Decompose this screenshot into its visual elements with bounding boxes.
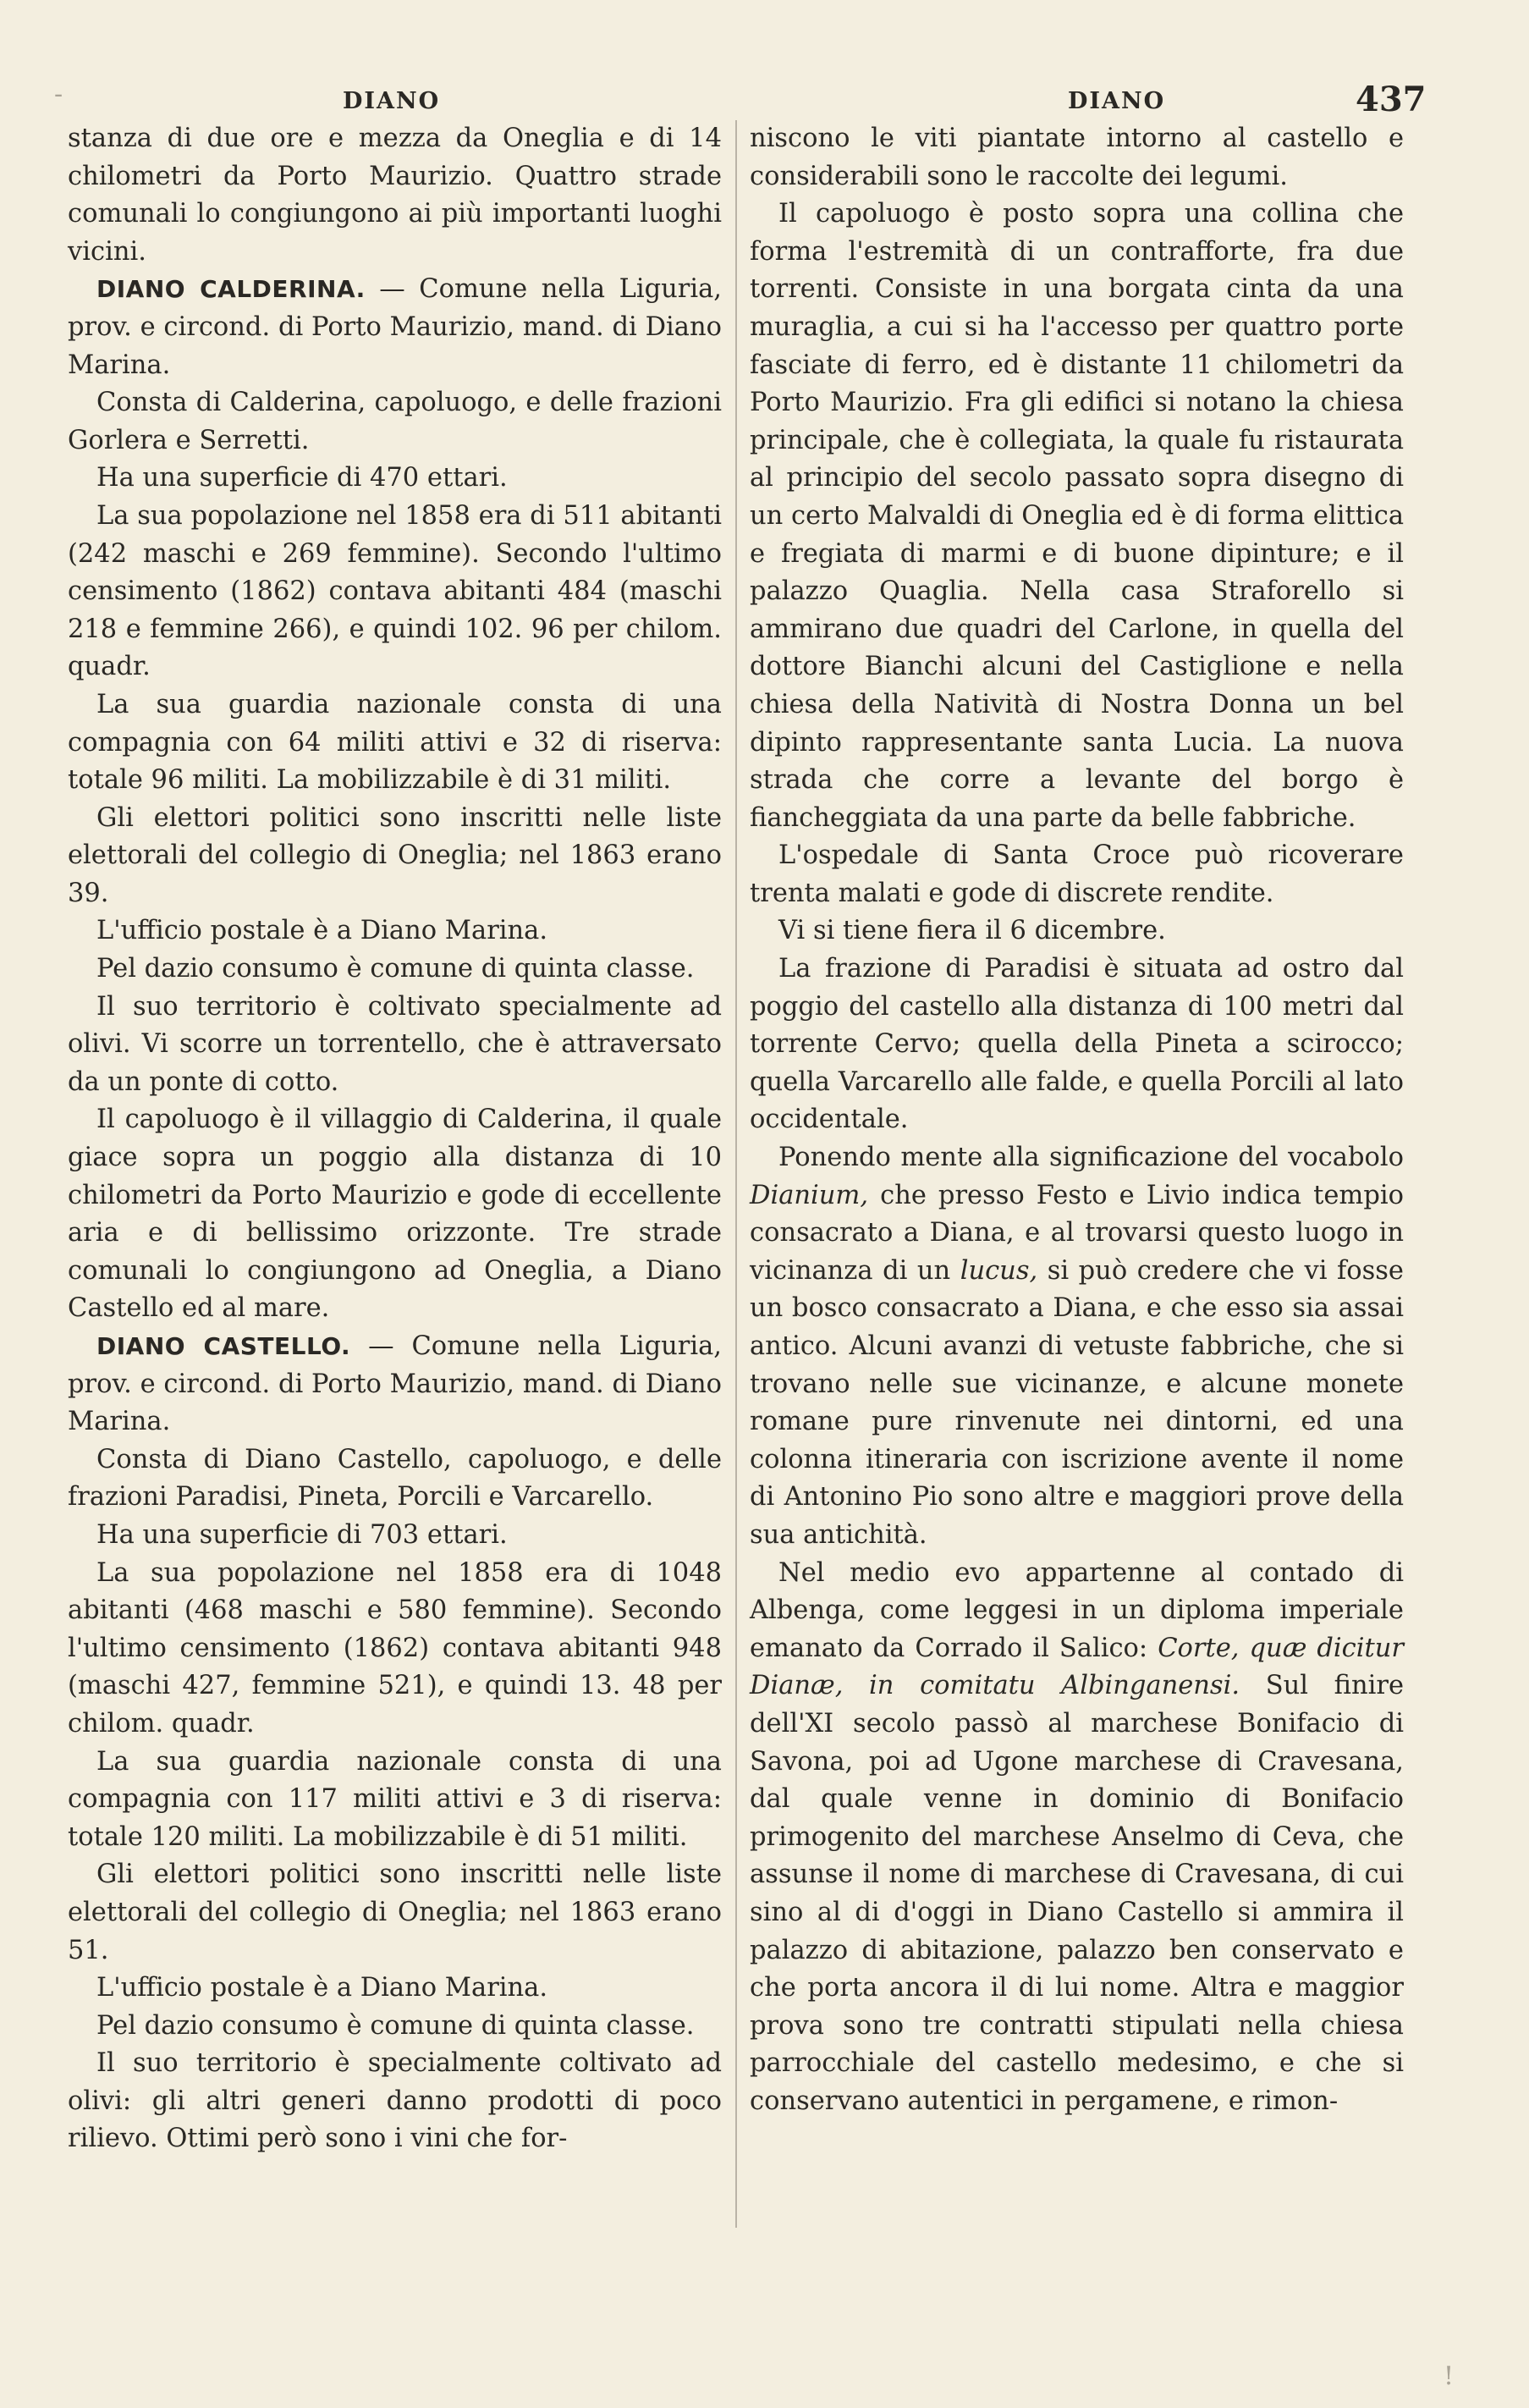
italic-quote: Corte, quæ dicitur Dianæ, in comitatu Albinganensi. bbox=[750, 1633, 1404, 1701]
text-run: Sul finire dell'XI secolo passò al marchese Bonifacio di Savona, poi ad Ugone marchese di Cravesana, dal quale venne in dominio di Bonifacio primogenito del marchese Anselmo di Ceva, che assunse il nome di marchese di Cravesana, di cui sino al di d'oggi in Diano Castello si ammira il palazzo di abitazione, palazzo ben conservato e che porta ancora il di lui nome. Altra e maggior prova sono tre contratti stipulati nella chiesa parrocchiale del castello medesimo, e che si conservano autentici in pergamene, e rimon- bbox=[750, 1671, 1404, 2116]
text-run: Nel medio evo appartenne al contado di Albenga, come leggesi in un diploma imperiale emanato da Corrado il Salico: bbox=[750, 1557, 1404, 1663]
entry-text: — Comune nella Liguria, prov. e circond. di Porto Maurizio, mand. di Diano Marina. bbox=[68, 274, 722, 380]
paragraph: Il capoluogo è il villaggio di Calderina, il quale giace sopra un poggio alla distanza di 10 chilometri da Porto Maurizio e gode di eccellente aria e di bellissimo orizzonte. Tre strade comunali lo congiungono ad Oneglia, a Diano Castello ed al mare. bbox=[68, 1105, 722, 1324]
paragraph: Pel dazio consumo è comune di quinta classe. bbox=[96, 2010, 695, 2041]
paragraph: Il capoluogo è posto sopra una collina che forma l'estremità di un contrafforte, fra due torrenti. Consiste in una borgata cinta da una muraglia, a cui si ha l'accesso per quattro porte fasciate di ferro, ed è distante 11 chilometri da Porto Maurizio. Fra gli edifici si notano la chiesa principale, che è collegiata, la quale fu ristaurata al principio del secolo passato sopra disegno di un certo Malvaldi di Oneglia ed è di forma elittica e fregiata di marmi e di buone dipinture; e il palazzo Quaglia. Nella casa Straforello si ammirano due quadri del Carlone, in quella del dottore Bianchi alcuni del Castiglione e nella chiesa della Natività di Nostra Donna un bel dipinto rappresentante santa Lucia. La nuova strada che corre a levante del borgo è fiancheggiata da una parte da belle fabbriche. bbox=[750, 199, 1405, 833]
paragraph: Il suo territorio è coltivato specialmente ad olivi. Vi scorre un torrentello, che è attraversato da un ponte di cotto. bbox=[68, 991, 722, 1097]
paragraph: L'ufficio postale è a Diano Marina. bbox=[96, 1973, 548, 2003]
italic-term: lucus, bbox=[960, 1255, 1038, 1286]
paragraph: Gli elettori politici sono inscritti nelle liste elettorali del collegio di Oneglia; nel 1863 erano 39. bbox=[68, 802, 722, 908]
entry-diano-calderina bbox=[68, 271, 722, 384]
paragraph: L'ospedale di Santa Croce può ricoverare trenta malati e gode di discrete rendite. bbox=[750, 840, 1404, 908]
left-column bbox=[68, 120, 722, 2158]
italic-term: Dianium, bbox=[750, 1180, 869, 1210]
paragraph-dianium bbox=[750, 1139, 1404, 1555]
paragraph: La sua popolazione nel 1858 era di 511 abitanti (242 maschi e 269 femmine). Secondo l'ultimo censimento (1862) contava abitanti 484 (maschi 218 e femmine 266), e quindi 102. 96 per chilom. quadr. bbox=[68, 500, 722, 682]
paragraph: Il suo territorio è specialmente coltivato ad olivi: gli altri generi danno prodotti di poco rilievo. Ottimi però sono i vini che for- bbox=[68, 2048, 722, 2154]
text-run: che presso Festo e Livio indica tempio consacrato a Diana, e al trovarsi questo luogo in vicinanza di un bbox=[750, 1180, 1404, 1286]
paragraph: niscono le viti piantate intorno al castello e considerabili sono le raccolte dei legumi. bbox=[750, 124, 1404, 191]
paragraph: stanza di due ore e mezza da Oneglia e di 14 chilometri da Porto Maurizio. Quattro strade comunali lo congiungono ai più importanti luoghi vicini. bbox=[68, 124, 722, 267]
entry-title: DIANO CASTELLO. bbox=[96, 1332, 351, 1360]
text-run: si può credere che vi fosse un bosco consacrato a Diana, e che esso sia assai antico. Alcuni avanzi di vetuste fabbriche, che si trovano nelle sue vicinanze, e alcune monete romane pure rinvenute nei dintorni, ed una colonna itineraria con iscrizione avente il nome di Antonino Pio sono altre e maggiori prove della sua antichità. bbox=[750, 1255, 1404, 1550]
entry-title: DIANO CALDERINA. bbox=[96, 275, 366, 304]
margin-mark-top-left: - bbox=[54, 80, 63, 109]
paragraph: Vi si tiene fiera il 6 dicembre. bbox=[778, 916, 1166, 946]
column-divider bbox=[735, 120, 737, 2228]
paragraph: L'ufficio postale è a Diano Marina. bbox=[96, 916, 548, 946]
margin-mark-bottom-right: ! bbox=[1444, 2361, 1455, 2391]
paragraph: La frazione di Paradisi è situata ad ostro dal poggio del castello alla distanza di 100 metri dal torrente Cervo; quella della Pineta a scirocco; quella Varcarello alle falde, e quella Porcili al lato occidentale. bbox=[750, 954, 1404, 1135]
paragraph: Ha una superficie di 703 ettari. bbox=[96, 1519, 508, 1550]
paragraph: La sua guardia nazionale consta di una compagnia con 64 militi attivi e 32 di riserva: totale 96 militi. La mobilizzabile è di 31 militi. bbox=[68, 689, 722, 796]
page-number: 437 bbox=[1356, 80, 1427, 119]
running-head-right: DIANO bbox=[1068, 88, 1166, 114]
paragraph: La sua popolazione nel 1858 era di 1048 abitanti (468 maschi e 580 femmine). Secondo l'ultimo censimento (1862) contava abitanti 948 (maschi 427, femmine 521), e quindi 13. 48 per chilom. quadr. bbox=[68, 1557, 722, 1738]
paragraph-medio-evo bbox=[750, 1555, 1404, 2121]
entry-diano-castello bbox=[68, 1328, 722, 1441]
paragraph: Ha una superficie di 470 ettari. bbox=[96, 463, 508, 493]
paragraph: Consta di Diano Castello, capoluogo, e delle frazioni Paradisi, Pineta, Porcili e Varcarello. bbox=[68, 1444, 722, 1513]
entry-text: — Comune nella Liguria, prov. e circond. di Porto Maurizio, mand. di Diano Marina. bbox=[68, 1331, 722, 1437]
paragraph: La sua guardia nazionale consta di una compagnia con 117 militi attivi e 3 di riserva: totale 120 militi. La mobilizzabile è di 51 militi. bbox=[68, 1746, 722, 1852]
paragraph: Consta di Calderina, capoluogo, e delle frazioni Gorlera e Serretti. bbox=[68, 388, 722, 455]
text-run: Ponendo mente alla significazione del vocabolo bbox=[778, 1143, 1404, 1173]
paragraph: Gli elettori politici sono inscritti nelle liste elettorali del collegio di Oneglia; nel 1863 erano 51. bbox=[68, 1860, 722, 1965]
paragraph: Pel dazio consumo è comune di quinta classe. bbox=[96, 954, 695, 984]
right-column bbox=[750, 120, 1404, 2120]
running-head-left: DIANO bbox=[343, 88, 441, 114]
